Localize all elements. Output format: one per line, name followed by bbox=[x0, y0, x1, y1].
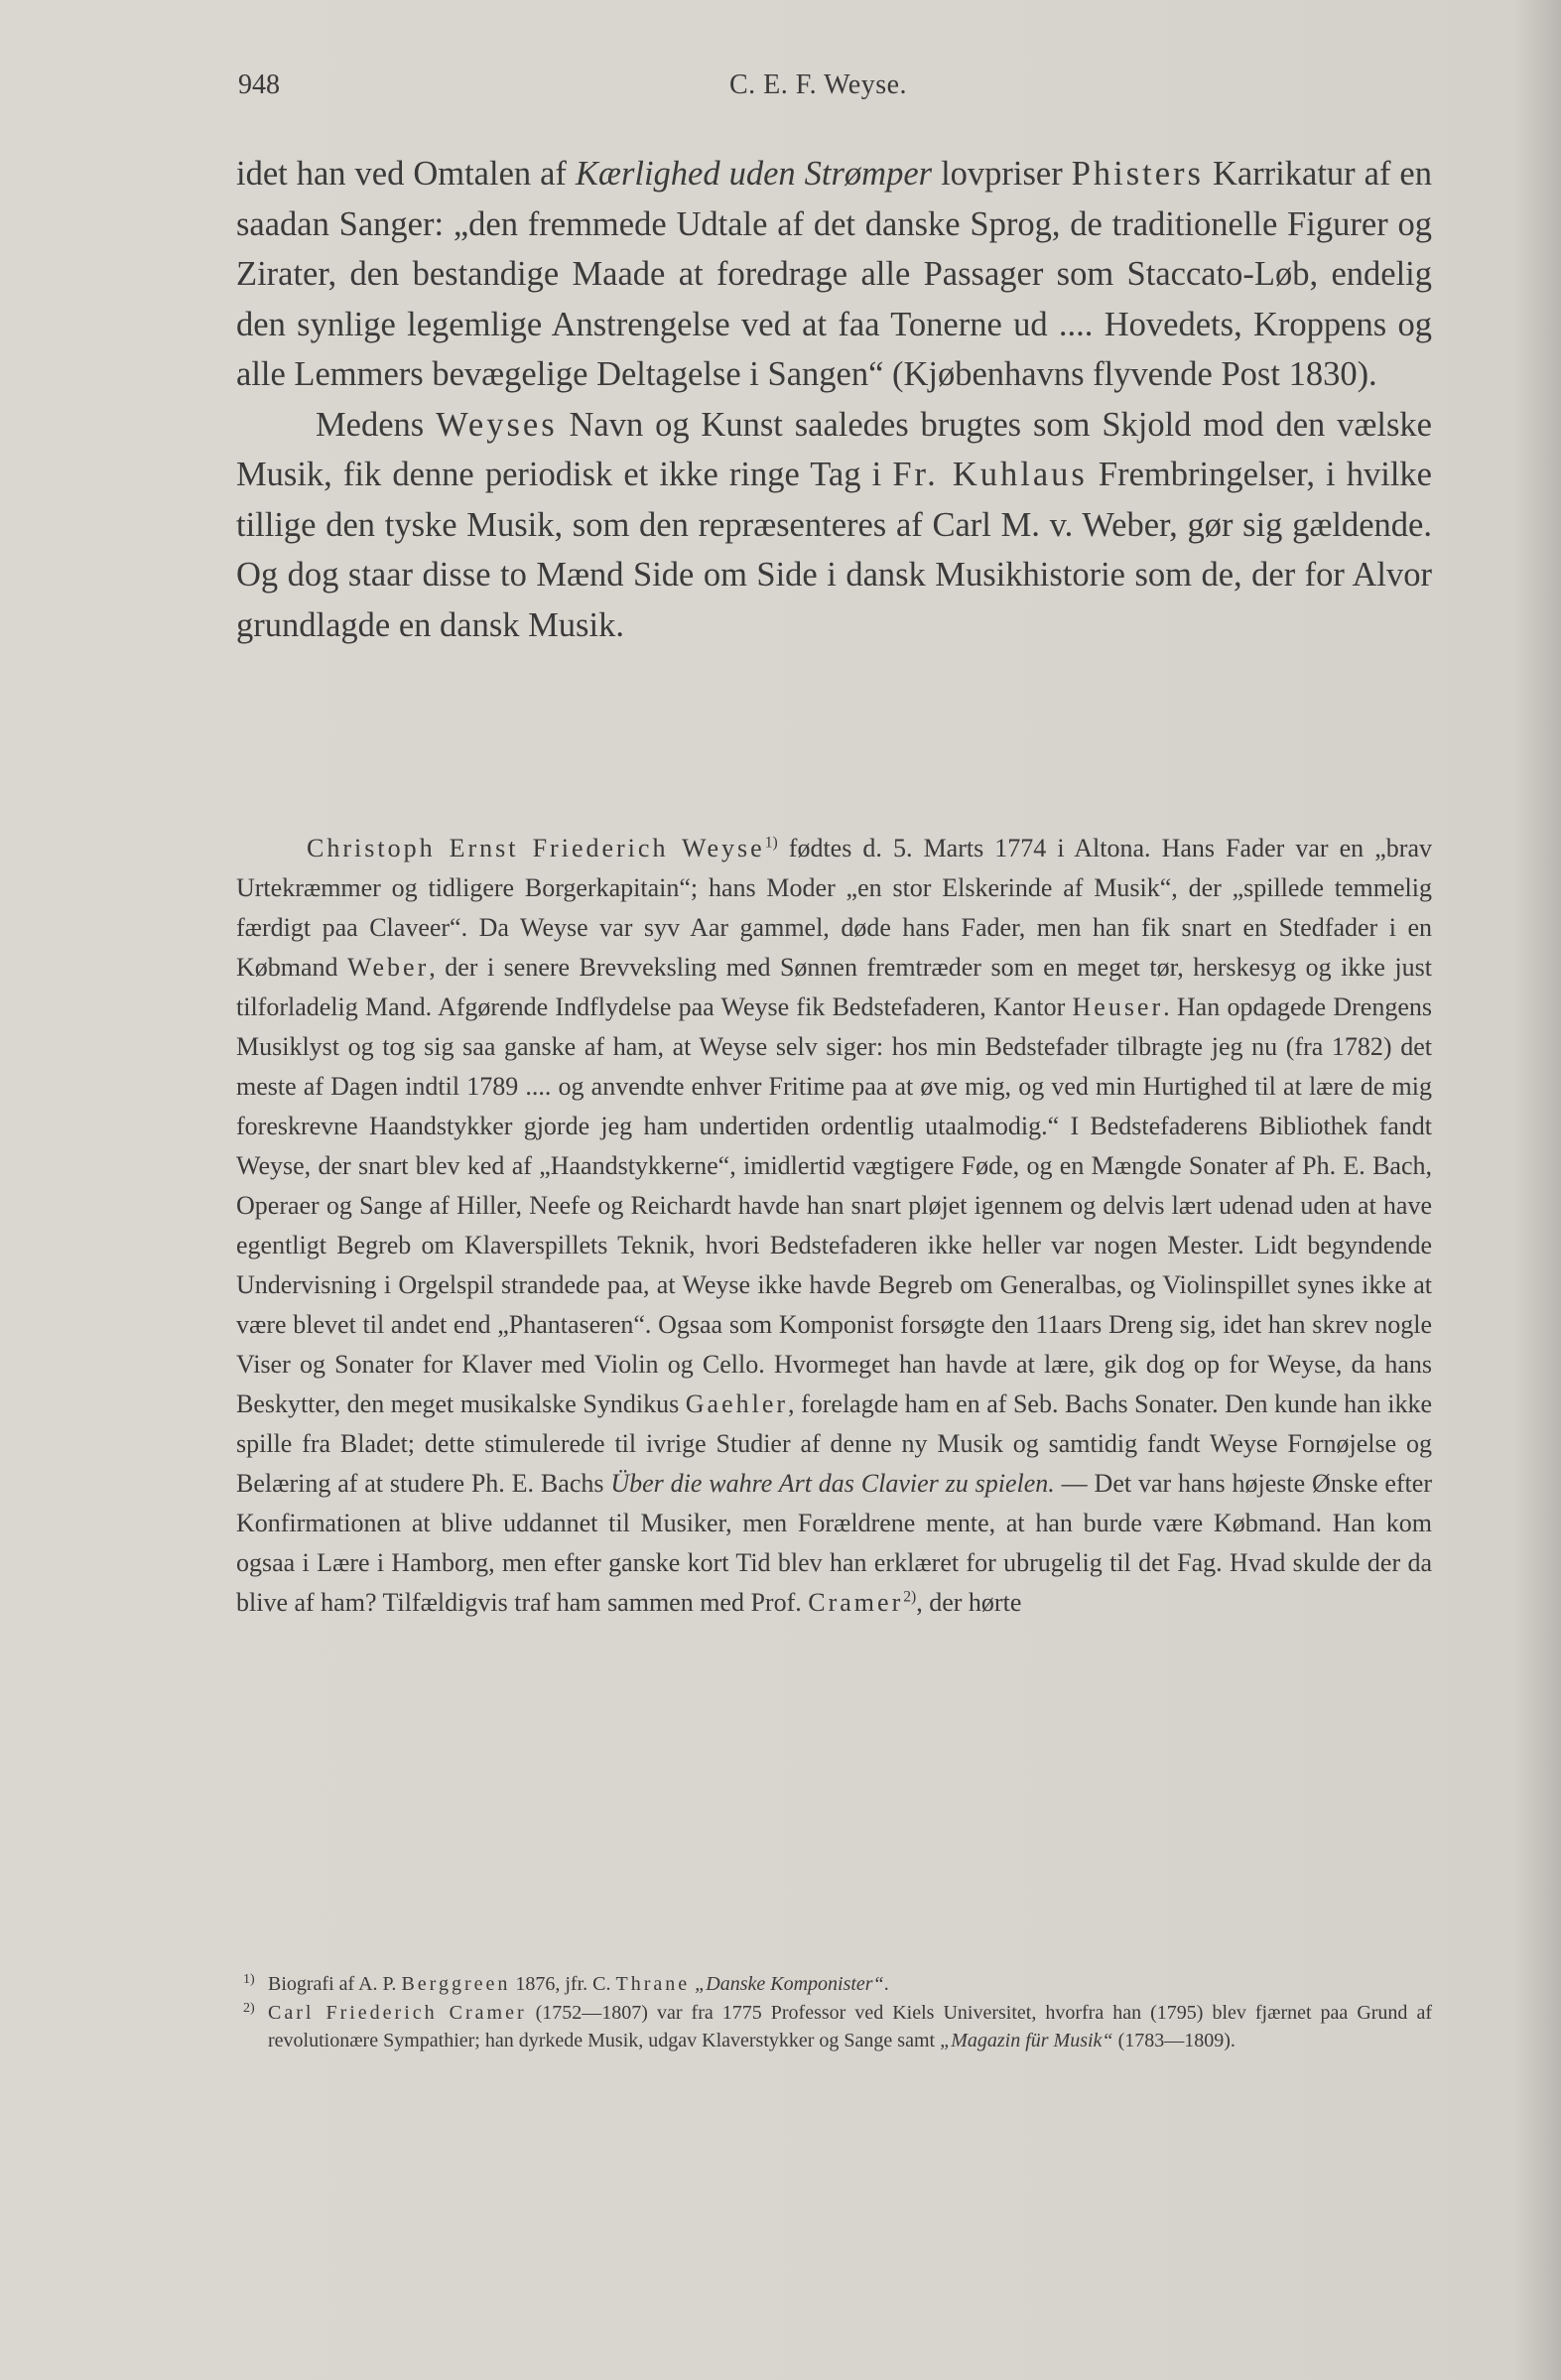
author-name: Berggreen bbox=[401, 1973, 511, 1995]
paragraph-1: idet han ved Omtalen af Kærlighed uden Strømper lovpriser Phisters Karrikatur af en saadan Sanger: „den fremmede Udtale af det danske Sprog, de traditionelle Figurer og Zirater, den bestandige Maade at foredrage alle Passager som Staccato-Løb, endelig den synlige legemlige Anstrengelse ved at faa Tonerne ud .... Hovedets, Kroppens og alle Lemmers bevægelige Deltagelse i Sangen“ (Kjøbenhavns flyvende Post 1830). bbox=[236, 155, 1432, 393]
person-name: Weber bbox=[347, 953, 430, 982]
footnote-ref: 1) bbox=[764, 834, 778, 852]
person-name: Cramer bbox=[808, 1588, 904, 1617]
person-name: Christoph Ernst Friederich Weyse bbox=[307, 834, 765, 862]
person-name: Gaehler bbox=[685, 1389, 789, 1418]
running-head: C. E. F. Weyse. bbox=[729, 69, 908, 100]
work-title: Über die wahre Art das Clavier zu spielen. bbox=[610, 1469, 1055, 1498]
person-name: Heuser bbox=[1072, 992, 1164, 1021]
footnote-1: 1) Biografi af A. P. Berggreen 1876, jfr. C. Thrane „Danske Komponister“. bbox=[236, 1970, 1432, 1999]
author-name: Thrane bbox=[615, 1973, 691, 1995]
paragraph-2: Medens Weyses Navn og Kunst saaledes brugtes som Skjold mod den vælske Musik, fik denne periodisk et ikke ringe Tag i Fr. Kuhlaus Frembringelser, i hvilke tillige den tyske Musik, som den repræsenteres af Carl M. v. Weber, gør sig gældende. Og dog staar disse to Mænd Side om Side i dansk Musikhistorie som de, der for Alvor grundlagde en dansk Musik. bbox=[236, 405, 1432, 644]
biography-text bbox=[236, 829, 1432, 1623]
footnote-mark: 2) bbox=[243, 2000, 255, 2016]
footnote-ref: 2) bbox=[903, 1588, 917, 1606]
work-title: Kærlighed uden Strømper bbox=[575, 155, 933, 193]
biography-paragraph: Christoph Ernst Friederich Weyse$^{1)}$ fødtes d. 5. Marts 1774 i Altona. Hans Fader var en „brav Urtekræmmer og tidligere Borgerkapitain“; hans Moder „en stor Elskerinde af Musik“, der „spillede temmelig færdigt paa Claveer“. Da Weyse var syv Aar gammel, døde hans Fader, men han fik snart en Stedfader i en Købmand Weber, der i senere Brevveksling med Sønnen fremtræder som en meget tør, herskesyg og ikke just tilforladelig Mand. Afgørende Indflydelse paa Weyse fik Bedstefaderen, Kantor Heuser. Han opdagede Drengens Musiklyst og tog sig saa ganske af ham, at Weyse selv siger: hos min Bedstefader tilbragte jeg nu (fra 1782) det meste af Dagen indtil 1789 .... og anvendte enhver Fritime paa at øve mig, og ved min Hurtighed til at lære de mig foreskrevne Haandstykker gjorde jeg ham undertiden ordentlig utaalmodig.“ I Bedstefaderens Bibliothek fandt Weyse, der snart blev ked af „Haandstykkerne“, imidlertid vægtigere Føde, og en Mængde Sonater af Ph. E. Bach, Operaer og Sange af Hiller, Neefe og Reichardt havde han snart pløjet igennem og delvis lært udenad uden at have egentligt Begreb om Klaverspillets Teknik, hvori Bedstefaderen ikke heller var nogen Mester. Lidt begyndende Undervisning i Orgelspil strandede paa, at Weyse ikke havde Begreb om Generalbas, og Violinspillet synes ikke at være blevet til andet end „Phantaseren“. Ogsaa som Komponist forsøgte den 11aars Dreng sig, idet han skrev nogle Viser og Sonater for Klaver med Violin og Cello. Hvormeget han havde at lære, gik dog op for Weyse, da hans Beskytter, den meget musikalske Syndikus Gaehler, forelagde ham en af Seb. Bachs Sonater. Den kunde han ikke spille fra Bladet; dette stimulerede til ivrige Studier af denne ny Musik og samtidig fandt Weyse Fornøjelse og Belæring af at studere Ph. E. Bachs Über die wahre Art das Clavier zu spielen. — Det var hans højeste Ønske efter Konfirmationen at blive uddannet til Musiker, men Forældrene mente, at han burde være Købmand. Han kom ogsaa i Lære i Hamborg, men efter ganske kort Tid blev han erklæret for ubrugelig til det Fag. Hvad skulde der da blive af ham? Tilfældigvis traf ham sammen med Prof. Cramer$^{2)}$, der hørte bbox=[236, 834, 1432, 1617]
work-title: „Danske Komponister“ bbox=[695, 1973, 884, 1995]
person-name: Phisters bbox=[1071, 155, 1204, 193]
footnotes bbox=[236, 1970, 1432, 2055]
work-title: „Magazin für Musik“ bbox=[940, 2030, 1113, 2051]
page-number: 948 bbox=[238, 69, 280, 100]
person-name: Fr. Kuhlaus bbox=[892, 456, 1088, 493]
main-text bbox=[236, 149, 1432, 650]
page-header bbox=[238, 69, 1429, 109]
author-name: Carl Friederich Cramer bbox=[268, 2001, 527, 2024]
footnote-mark: 1) bbox=[243, 1972, 255, 1987]
footnote-2: 2) Carl Friederich Cramer (1752—1807) var fra 1775 Professor ved Kiels Universitet, hvorfra han (1795) blev fjærnet paa Grund af revolutionære Sympathier; han dyrkede Musik, udgav Klaverstykker og Sange samt „Magazin für Musik“ (1783—1809). bbox=[236, 1999, 1432, 2055]
person-name: Weyses bbox=[436, 405, 558, 444]
